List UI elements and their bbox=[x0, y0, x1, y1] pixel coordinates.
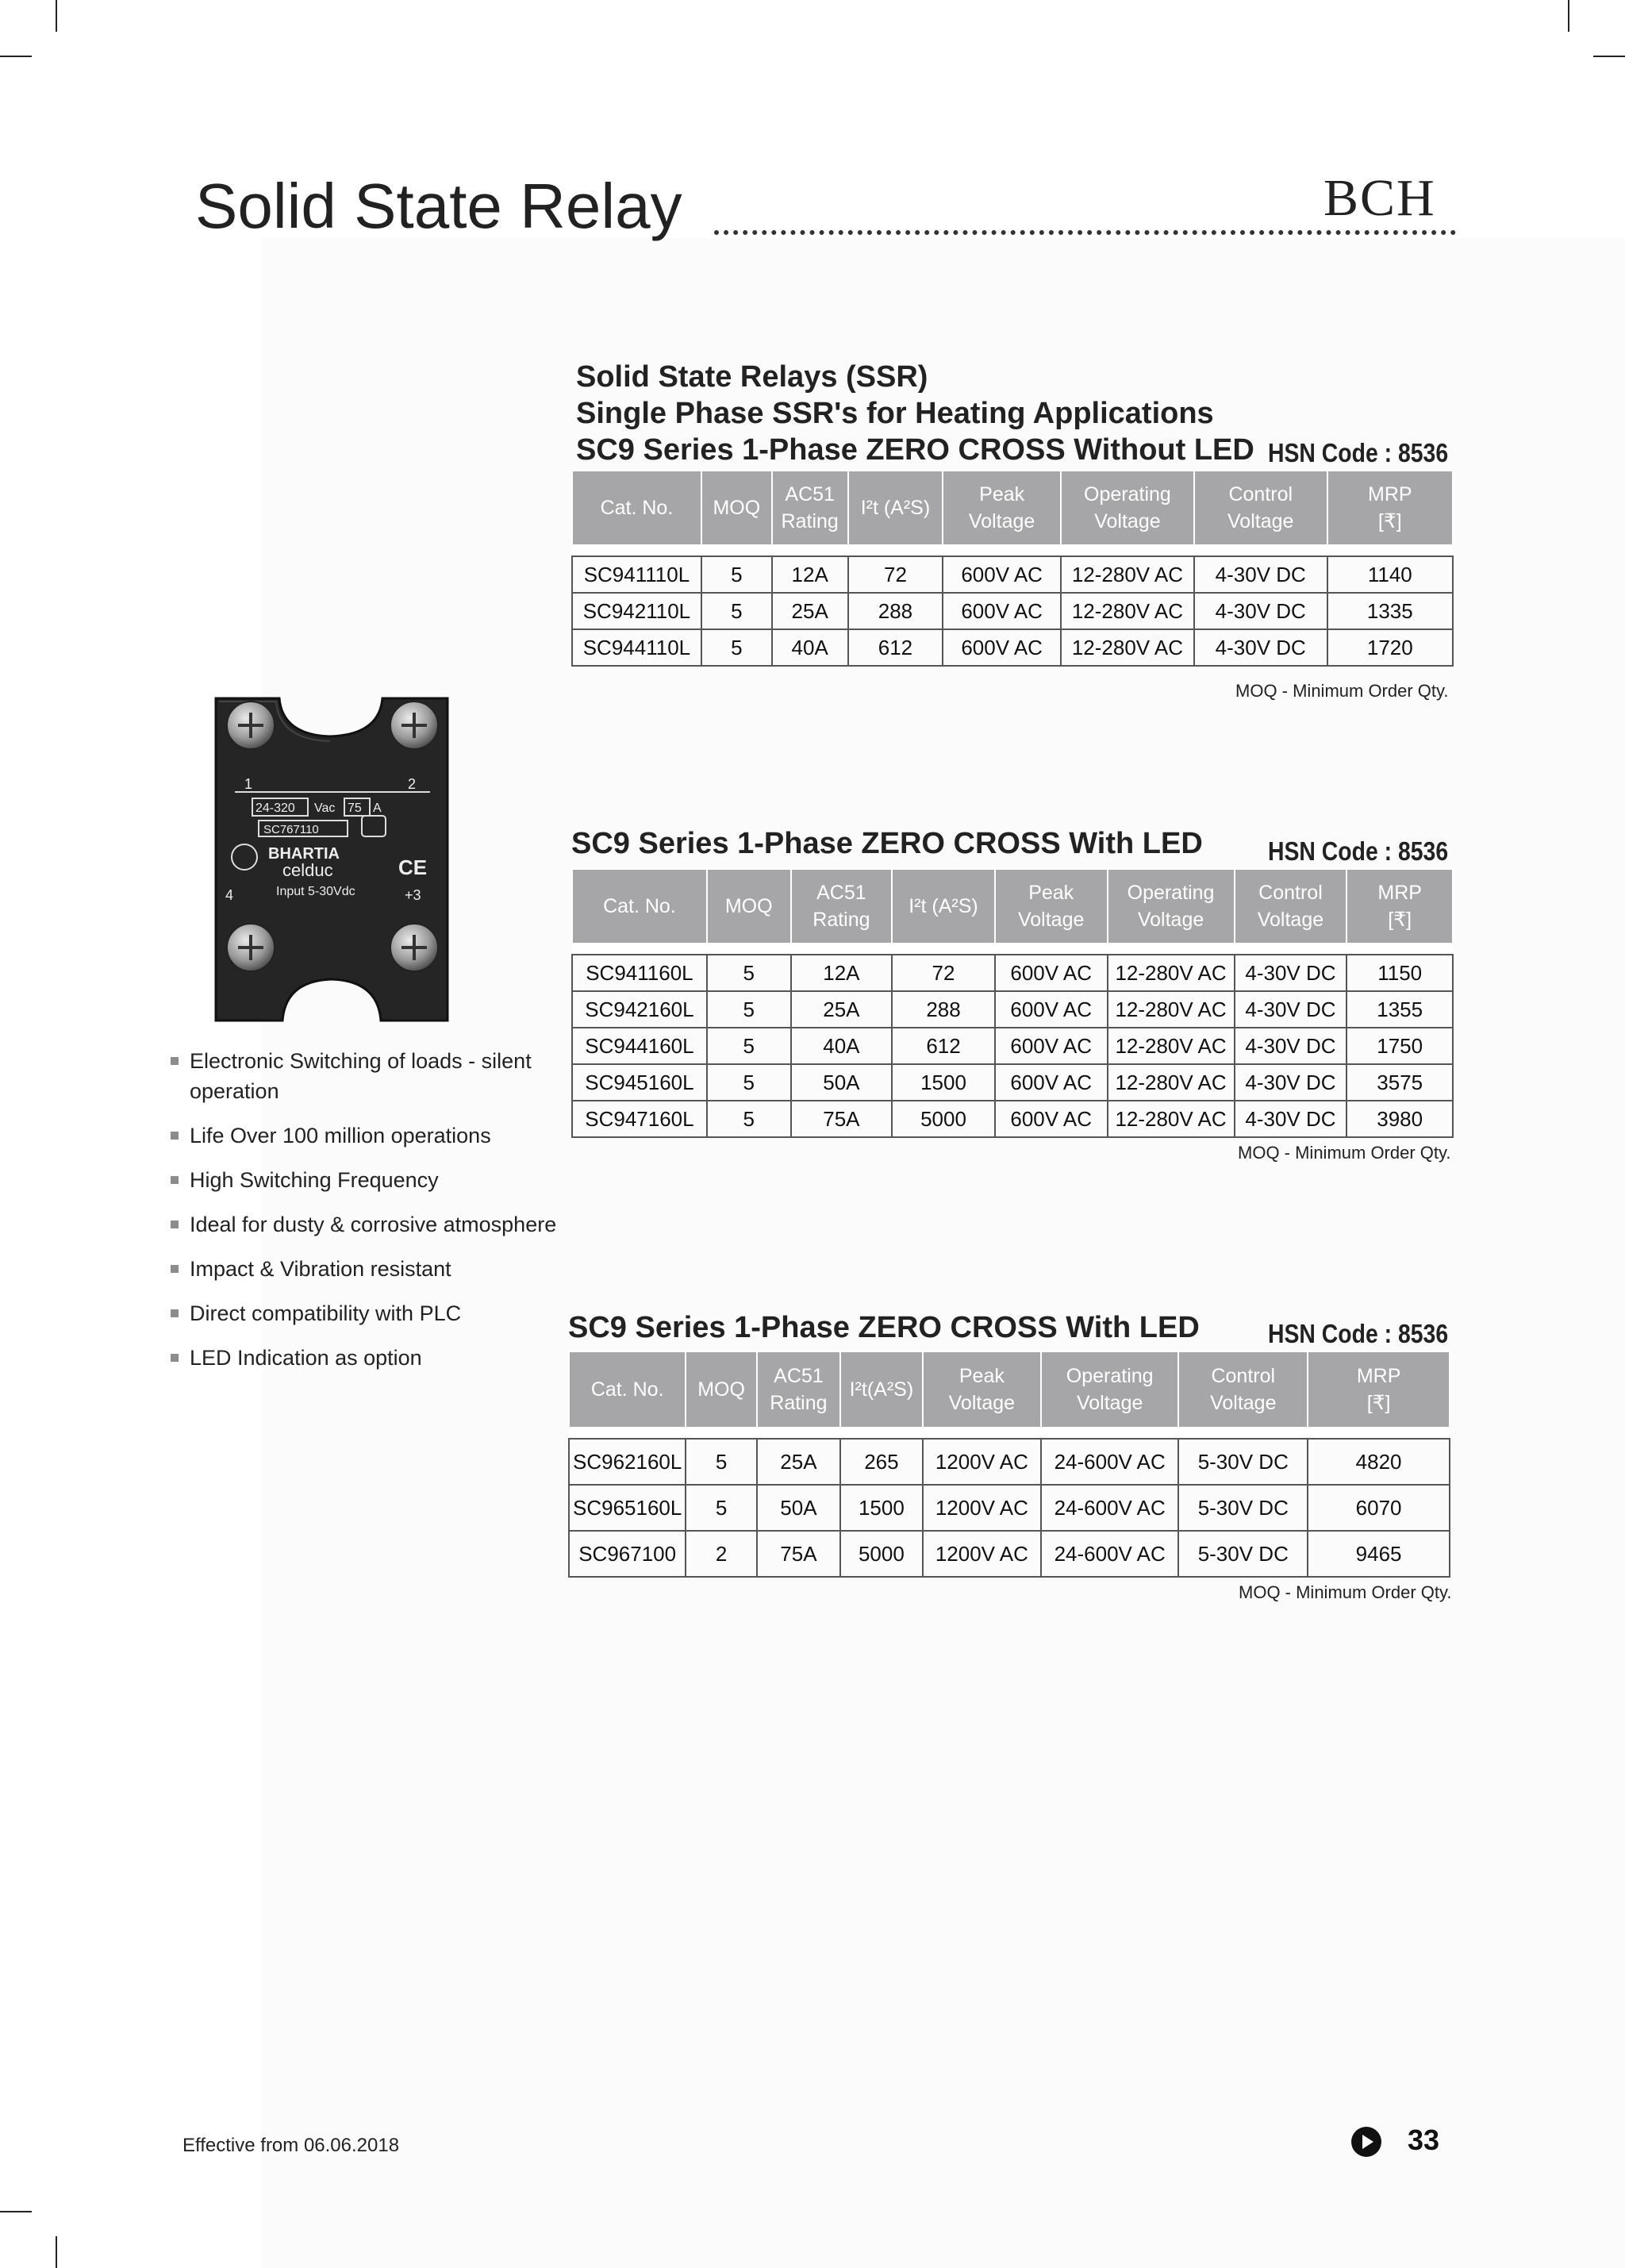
table-cell: 600V AC bbox=[995, 955, 1108, 991]
crop-mark bbox=[56, 0, 57, 32]
crop-mark bbox=[1568, 0, 1569, 32]
brand-celduc-label: celduc bbox=[282, 860, 333, 880]
crop-mark bbox=[0, 2211, 32, 2212]
table-cell: 50A bbox=[757, 1485, 840, 1531]
table-cell: 4-30V DC bbox=[1235, 1028, 1347, 1064]
column-header: I²t(A²S) bbox=[840, 1351, 923, 1428]
bullet-square-icon bbox=[171, 1309, 179, 1317]
bullet-square-icon bbox=[171, 1220, 179, 1228]
feature-item: High Switching Frequency bbox=[171, 1165, 583, 1195]
table-cell: 4-30V DC bbox=[1235, 991, 1347, 1028]
table-cell: 4-30V DC bbox=[1235, 955, 1347, 991]
bullet-square-icon bbox=[171, 1265, 179, 1273]
table-cell: 612 bbox=[892, 1028, 995, 1064]
column-header: Peak Voltage bbox=[923, 1351, 1041, 1428]
table-cell: 1720 bbox=[1327, 629, 1453, 666]
table-cell: SC947160L bbox=[572, 1101, 707, 1137]
table-cell: 600V AC bbox=[995, 1028, 1108, 1064]
table-cell: 1140 bbox=[1327, 556, 1453, 593]
feature-item: Direct compatibility with PLC bbox=[171, 1298, 583, 1328]
brand-logo: BCH bbox=[1323, 169, 1436, 227]
column-header: Cat. No. bbox=[572, 869, 707, 944]
column-header: Control Voltage bbox=[1194, 471, 1327, 545]
column-header: Cat. No. bbox=[569, 1351, 686, 1428]
table1-title: SC9 Series 1-Phase ZERO CROSS Without LED bbox=[576, 433, 1254, 467]
table-cell: 1500 bbox=[840, 1485, 923, 1531]
table-row bbox=[569, 1531, 1450, 1577]
table-cell: 600V AC bbox=[995, 1064, 1108, 1101]
header-gap bbox=[572, 545, 1453, 556]
table-row bbox=[572, 629, 1453, 666]
bullet-square-icon bbox=[171, 1354, 179, 1362]
brand-bhartia-label: BHARTIA bbox=[268, 845, 340, 863]
table-cell: 4-30V DC bbox=[1194, 593, 1327, 629]
table-cell: 5 bbox=[707, 1028, 791, 1064]
table-cell: 5-30V DC bbox=[1178, 1439, 1308, 1485]
table-cell: 24-600V AC bbox=[1041, 1485, 1178, 1531]
table2-title: SC9 Series 1-Phase ZERO CROSS With LED bbox=[571, 827, 1203, 860]
table-cell: 12-280V AC bbox=[1061, 629, 1194, 666]
table2-moq-note: MOQ - Minimum Order Qty. bbox=[1238, 1143, 1451, 1163]
feature-item: Ideal for dusty & corrosive atmosphere bbox=[171, 1209, 583, 1240]
table-cell: 600V AC bbox=[943, 629, 1061, 666]
voltage-unit-label: Vac bbox=[314, 801, 336, 815]
column-header: MOQ bbox=[701, 471, 772, 545]
column-header: Operating Voltage bbox=[1041, 1351, 1178, 1428]
table-cell: 9465 bbox=[1308, 1531, 1450, 1577]
table-cell: 25A bbox=[757, 1439, 840, 1485]
svg-text:CE: CE bbox=[398, 855, 428, 879]
table-cell: 12A bbox=[772, 556, 848, 593]
table-row bbox=[569, 1439, 1450, 1485]
table-cell: 12-280V AC bbox=[1108, 1101, 1235, 1137]
column-header: MRP [₹] bbox=[1346, 869, 1453, 944]
table-cell: 72 bbox=[848, 556, 943, 593]
table-cell: 4820 bbox=[1308, 1439, 1450, 1485]
table-cell: 1200V AC bbox=[923, 1439, 1041, 1485]
header-gap bbox=[569, 1428, 1450, 1439]
table3-moq-note: MOQ - Minimum Order Qty. bbox=[1239, 1582, 1452, 1602]
table-cell: 12-280V AC bbox=[1108, 1028, 1235, 1064]
table-row bbox=[569, 1485, 1450, 1531]
table-cell: 25A bbox=[772, 593, 848, 629]
table-cell: SC945160L bbox=[572, 1064, 707, 1101]
table-cell: SC962160L bbox=[569, 1439, 686, 1485]
table-cell: 40A bbox=[791, 1028, 893, 1064]
table-cell: 1335 bbox=[1327, 593, 1453, 629]
table-cell: 5 bbox=[707, 991, 791, 1028]
voltage-rating-label: 24-320 bbox=[255, 801, 295, 815]
table-cell: 5 bbox=[701, 629, 772, 666]
table-cell: 5 bbox=[701, 556, 772, 593]
column-header: Cat. No. bbox=[572, 471, 701, 545]
table-row bbox=[572, 955, 1453, 991]
table-cell: 5 bbox=[707, 1101, 791, 1137]
column-header: Operating Voltage bbox=[1061, 471, 1194, 545]
table-cell: 1355 bbox=[1346, 991, 1453, 1028]
table-cell: 5 bbox=[701, 593, 772, 629]
column-header: MRP [₹] bbox=[1308, 1351, 1450, 1428]
intro-heading-2: Single Phase SSR's for Heating Applications bbox=[576, 397, 1214, 430]
table-cell: 5-30V DC bbox=[1178, 1485, 1308, 1531]
table-cell: 40A bbox=[772, 629, 848, 666]
table-cell: 75A bbox=[791, 1101, 893, 1137]
table3-title: SC9 Series 1-Phase ZERO CROSS With LED bbox=[568, 1311, 1200, 1344]
table-cell: SC942160L bbox=[572, 991, 707, 1028]
spec-table-without-led bbox=[571, 470, 1454, 667]
current-unit-label: A bbox=[373, 801, 382, 815]
column-header: AC51 Rating bbox=[791, 869, 893, 944]
table-cell: 12-280V AC bbox=[1108, 1064, 1235, 1101]
table-cell: SC967100 bbox=[569, 1531, 686, 1577]
table1-hsn-code: HSN Code : 8536 bbox=[1268, 438, 1449, 467]
feature-list bbox=[171, 1046, 583, 1387]
table1-moq-note: MOQ - Minimum Order Qty. bbox=[1235, 681, 1449, 701]
intro-heading-1: Solid State Relays (SSR) bbox=[576, 360, 928, 394]
feature-item: Impact & Vibration resistant bbox=[171, 1254, 583, 1284]
table-row bbox=[572, 1101, 1453, 1137]
table-cell: 5-30V DC bbox=[1178, 1531, 1308, 1577]
table-cell: 50A bbox=[791, 1064, 893, 1101]
table-row bbox=[572, 556, 1453, 593]
table-cell: 75A bbox=[757, 1531, 840, 1577]
table-cell: 600V AC bbox=[943, 593, 1061, 629]
table-cell: 600V AC bbox=[995, 991, 1108, 1028]
table-cell: 5 bbox=[686, 1439, 756, 1485]
column-header: AC51 Rating bbox=[757, 1351, 840, 1428]
table-cell: 1750 bbox=[1346, 1028, 1453, 1064]
table-cell: 12-280V AC bbox=[1108, 991, 1235, 1028]
column-header: I²t (A²S) bbox=[892, 869, 995, 944]
table-cell: 4-30V DC bbox=[1194, 629, 1327, 666]
spec-table-with-led bbox=[571, 868, 1454, 1138]
page-number: 33 bbox=[1408, 2124, 1440, 2156]
table-cell: 1150 bbox=[1346, 955, 1453, 991]
table-cell: 612 bbox=[848, 629, 943, 666]
table-cell: 288 bbox=[892, 991, 995, 1028]
relay-product-photo bbox=[211, 695, 452, 1024]
column-header: MOQ bbox=[686, 1351, 756, 1428]
column-header: Operating Voltage bbox=[1108, 869, 1235, 944]
column-header: MRP [₹] bbox=[1327, 471, 1453, 545]
column-header: MOQ bbox=[707, 869, 791, 944]
page-title: Solid State Relay bbox=[195, 171, 682, 241]
table-cell: 24-600V AC bbox=[1041, 1439, 1178, 1485]
input-rating-label: Input 5-30Vdc bbox=[276, 885, 355, 898]
column-header: Peak Voltage bbox=[995, 869, 1108, 944]
title-leader-dots bbox=[714, 230, 1456, 235]
bullet-square-icon bbox=[171, 1132, 179, 1140]
feature-item: Life Over 100 million operations bbox=[171, 1121, 583, 1151]
crop-mark bbox=[1593, 56, 1625, 57]
table-row bbox=[572, 1064, 1453, 1101]
table-cell: 5 bbox=[707, 1064, 791, 1101]
spec-table-with-led-1200v bbox=[568, 1351, 1450, 1578]
model-number-label: SC767110 bbox=[263, 823, 319, 836]
table-cell: 4-30V DC bbox=[1235, 1101, 1347, 1137]
terminal-2-label: 2 bbox=[408, 776, 417, 792]
table-cell: 5000 bbox=[840, 1531, 923, 1577]
table-cell: 3980 bbox=[1346, 1101, 1453, 1137]
effective-date: Effective from 06.06.2018 bbox=[182, 2135, 400, 2156]
table-cell: SC941160L bbox=[572, 955, 707, 991]
table-cell: 1200V AC bbox=[923, 1485, 1041, 1531]
column-header: AC51 Rating bbox=[772, 471, 848, 545]
current-rating-label: 75 bbox=[348, 801, 362, 815]
table-cell: SC941110L bbox=[572, 556, 701, 593]
table-cell: 25A bbox=[791, 991, 893, 1028]
table-cell: 4-30V DC bbox=[1235, 1064, 1347, 1101]
table3-hsn-code: HSN Code : 8536 bbox=[1268, 1319, 1449, 1348]
table-cell: 12-280V AC bbox=[1108, 955, 1235, 991]
crop-mark bbox=[56, 2236, 57, 2268]
table-cell: 12-280V AC bbox=[1061, 556, 1194, 593]
column-header: I²t (A²S) bbox=[848, 471, 943, 545]
column-header: Peak Voltage bbox=[943, 471, 1061, 545]
table-cell: SC944160L bbox=[572, 1028, 707, 1064]
table-cell: 12-280V AC bbox=[1061, 593, 1194, 629]
table-cell: 24-600V AC bbox=[1041, 1531, 1178, 1577]
table-cell: 72 bbox=[892, 955, 995, 991]
table-cell: 5 bbox=[686, 1485, 756, 1531]
table-cell: 600V AC bbox=[995, 1101, 1108, 1137]
table2-hsn-code: HSN Code : 8536 bbox=[1268, 836, 1449, 866]
table-cell: 4-30V DC bbox=[1194, 556, 1327, 593]
terminal-4-label: 4 bbox=[225, 887, 234, 903]
table-cell: 12A bbox=[791, 955, 893, 991]
table-row bbox=[572, 1028, 1453, 1064]
header-gap bbox=[572, 944, 1453, 955]
table-cell: 5 bbox=[707, 955, 791, 991]
table-cell: 6070 bbox=[1308, 1485, 1450, 1531]
table-cell: SC965160L bbox=[569, 1485, 686, 1531]
table-cell: 3575 bbox=[1346, 1064, 1453, 1101]
table-row bbox=[572, 593, 1453, 629]
table-cell: 2 bbox=[686, 1531, 756, 1577]
column-header: Control Voltage bbox=[1235, 869, 1347, 944]
table-cell: 288 bbox=[848, 593, 943, 629]
feature-item: Electronic Switching of loads - silent operation bbox=[171, 1046, 583, 1106]
table-cell: 1500 bbox=[892, 1064, 995, 1101]
crop-mark bbox=[0, 56, 32, 57]
table-cell: SC942110L bbox=[572, 593, 701, 629]
table-cell: 600V AC bbox=[943, 556, 1061, 593]
terminal-3-label: +3 bbox=[405, 887, 421, 903]
play-arrow-icon bbox=[1351, 2127, 1381, 2157]
table-row bbox=[572, 991, 1453, 1028]
table-cell: 5000 bbox=[892, 1101, 995, 1137]
column-header: Control Voltage bbox=[1178, 1351, 1308, 1428]
table-cell: 265 bbox=[840, 1439, 923, 1485]
bullet-square-icon bbox=[171, 1176, 179, 1184]
feature-item: LED Indication as option bbox=[171, 1343, 583, 1373]
table-cell: 1200V AC bbox=[923, 1531, 1041, 1577]
bullet-square-icon bbox=[171, 1057, 179, 1065]
terminal-1-label: 1 bbox=[244, 776, 253, 792]
table-cell: SC944110L bbox=[572, 629, 701, 666]
